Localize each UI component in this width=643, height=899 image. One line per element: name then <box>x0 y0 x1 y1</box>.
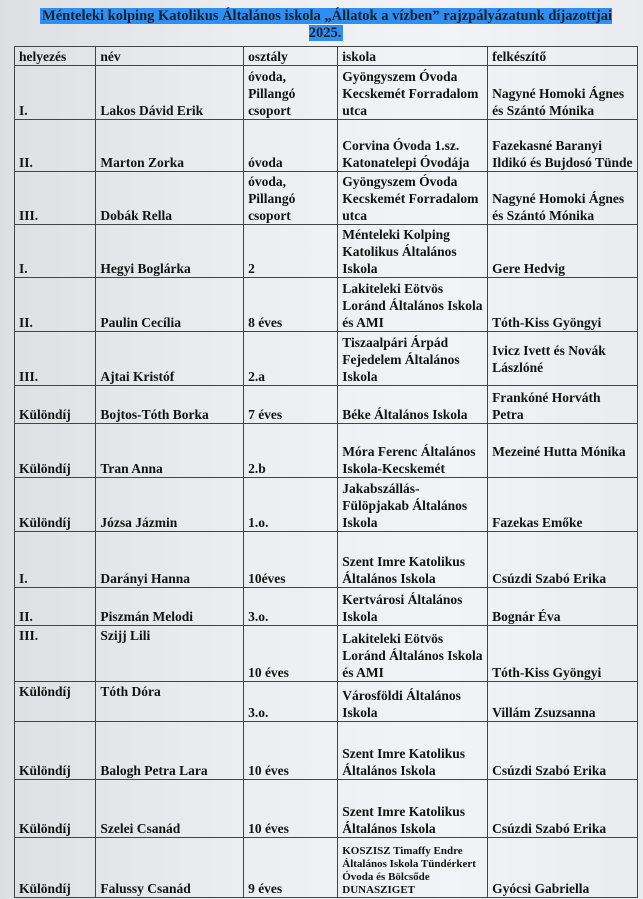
cell-place: Különdíj <box>15 424 96 478</box>
cell-teacher: Mezeiné Hutta Mónika <box>488 424 638 478</box>
cell-teacher: Gere Hedvig <box>488 225 638 278</box>
cell-name: Szijj Lili <box>96 626 244 682</box>
cell-class: 3.o. <box>244 588 338 626</box>
table-row <box>15 278 638 332</box>
cell-name: Falussy Csanád <box>96 838 244 898</box>
cell-school: Gyöngyszem Óvoda Kecskemét Forradalom utca <box>338 172 488 225</box>
cell-teacher: Tóth-Kiss Gyöngyi <box>488 626 638 682</box>
cell-place: II. <box>15 120 96 172</box>
cell-school: Lakiteleki Eötvös Loránd Általános Iskola és AMI <box>338 626 488 682</box>
cell-class: 9 éves <box>244 838 338 898</box>
cell-place: Különdíj <box>15 838 96 898</box>
header-name: név <box>96 47 244 66</box>
cell-class: 2.a <box>244 332 338 386</box>
cell-teacher: Tóth-Kiss Gyöngyi <box>488 278 638 332</box>
cell-class: 2 <box>244 225 338 278</box>
cell-place: I. <box>15 66 96 120</box>
cell-name: Balogh Petra Lara <box>96 722 244 780</box>
header-place: helyezés <box>15 47 96 66</box>
cell-name: Bojtos-Tóth Borka <box>96 386 244 424</box>
cell-class: 10éves <box>244 532 338 588</box>
cell-class: óvoda <box>244 120 338 172</box>
cell-school: Béke Általános Iskola <box>338 386 488 424</box>
cell-teacher: Fazekasné Baranyi Ildikó és Bujdosó Tünde <box>488 120 638 172</box>
cell-school: Gyöngyszem Óvoda Kecskemét Forradalom utca <box>338 66 488 120</box>
cell-name: Szelei Csanád <box>96 780 244 838</box>
cell-school: Corvina Óvoda 1.sz. Katonatelepi Óvodája <box>338 120 488 172</box>
cell-school: Szent Imre Katolikus Általános Iskola <box>338 532 488 588</box>
cell-name: Dobák Rella <box>96 172 244 225</box>
table-row <box>15 780 638 838</box>
cell-school: Szent Imre Katolikus Általános Iskola <box>338 780 488 838</box>
table-row <box>15 386 638 424</box>
table-row <box>15 120 638 172</box>
cell-place: I. <box>15 532 96 588</box>
cell-place: Különdíj <box>15 780 96 838</box>
cell-school: Ménteleki Kolping Katolikus Általános Iskola <box>338 225 488 278</box>
cell-name: Hegyi Boglárka <box>96 225 244 278</box>
cell-class: 3.o. <box>244 682 338 722</box>
cell-class: óvoda, Pillangó csoport <box>244 172 338 225</box>
cell-place: Különdíj <box>15 722 96 780</box>
awards-table <box>14 46 638 898</box>
cell-teacher: Gyócsi Gabriella <box>488 838 638 898</box>
cell-teacher: Csúzdi Szabó Erika <box>488 780 638 838</box>
cell-name: Marton Zorka <box>96 120 244 172</box>
table-row <box>15 838 638 898</box>
cell-name: Darányi Hanna <box>96 532 244 588</box>
cell-name: Paulin Cecília <box>96 278 244 332</box>
cell-teacher: Csúzdi Szabó Erika <box>488 532 638 588</box>
cell-class: 8 éves <box>244 278 338 332</box>
cell-place: I. <box>15 225 96 278</box>
cell-class: 10 éves <box>244 780 338 838</box>
cell-class: 10 éves <box>244 722 338 780</box>
cell-name: Tóth Dóra <box>96 682 244 722</box>
cell-place: II. <box>15 278 96 332</box>
title-highlight: Ménteleki kolping Katolikus Általános iskola „Állatok a vízben” rajzpályázatunk díjazottjai 2025. <box>42 8 612 41</box>
cell-school: KOSZISZ Timaffy Endre Általános Iskola Tündérkert Óvoda és Bölcsőde DUNASZIGET <box>338 838 488 898</box>
cell-teacher: Fazekas Emőke <box>488 478 638 532</box>
cell-class: 7 éves <box>244 386 338 424</box>
table-row <box>15 588 638 626</box>
cell-teacher: Nagyné Homoki Ágnes és Szántó Mónika <box>488 66 638 120</box>
cell-teacher: Csúzdi Szabó Erika <box>488 722 638 780</box>
cell-teacher: Frankóné Horváth Petra <box>488 386 638 424</box>
cell-place: II. <box>15 588 96 626</box>
cell-place: Különdíj <box>15 386 96 424</box>
cell-teacher: Villám Zsuzsanna <box>488 682 638 722</box>
cell-name: Józsa Jázmin <box>96 478 244 532</box>
header-teacher: felkészítő <box>488 47 638 66</box>
table-row <box>15 532 638 588</box>
header-class: osztály <box>244 47 338 66</box>
cell-class: óvoda, Pillangó csoport <box>244 66 338 120</box>
cell-place: III. <box>15 332 96 386</box>
table-row <box>15 478 638 532</box>
table-row <box>15 626 638 682</box>
cell-place: Különdíj <box>15 478 96 532</box>
table-row <box>15 66 638 120</box>
cell-name: Ajtai Kristóf <box>96 332 244 386</box>
table-row <box>15 172 638 225</box>
table-row <box>15 682 638 722</box>
cell-teacher: Bognár Éva <box>488 588 638 626</box>
cell-school: Tiszaalpári Árpád Fejedelem Általános Iskola <box>338 332 488 386</box>
cell-teacher: Ivicz Ivett és Novák Lászlóné <box>488 332 638 386</box>
cell-class: 1.o. <box>244 478 338 532</box>
document-title <box>26 8 626 42</box>
cell-name: Piszmán Melodi <box>96 588 244 626</box>
cell-school: Lakiteleki Eötvös Loránd Általános Iskola és AMI <box>338 278 488 332</box>
table-row <box>15 225 638 278</box>
table-row <box>15 722 638 780</box>
cell-teacher: Nagyné Homoki Ágnes és Szántó Mónika <box>488 172 638 225</box>
cell-name: Lakos Dávid Erik <box>96 66 244 120</box>
cell-school: Szent Imre Katolikus Általános Iskola <box>338 722 488 780</box>
cell-place: III. <box>15 172 96 225</box>
table-row <box>15 424 638 478</box>
header-school: iskola <box>338 47 488 66</box>
cell-place: Különdíj <box>15 682 96 722</box>
cell-school: Móra Ferenc Általános Iskola-Kecskemét <box>338 424 488 478</box>
table-row <box>15 332 638 386</box>
cell-place: III. <box>15 626 96 682</box>
cell-class: 2.b <box>244 424 338 478</box>
cell-name: Tran Anna <box>96 424 244 478</box>
table-header-row <box>15 47 638 66</box>
cell-school: Kertvárosi Általános Iskola <box>338 588 488 626</box>
cell-class: 10 éves <box>244 626 338 682</box>
cell-school: Jakabszállás-Fülöpjakab Általános Iskola <box>338 478 488 532</box>
cell-school: Városföldi Általános Iskola <box>338 682 488 722</box>
